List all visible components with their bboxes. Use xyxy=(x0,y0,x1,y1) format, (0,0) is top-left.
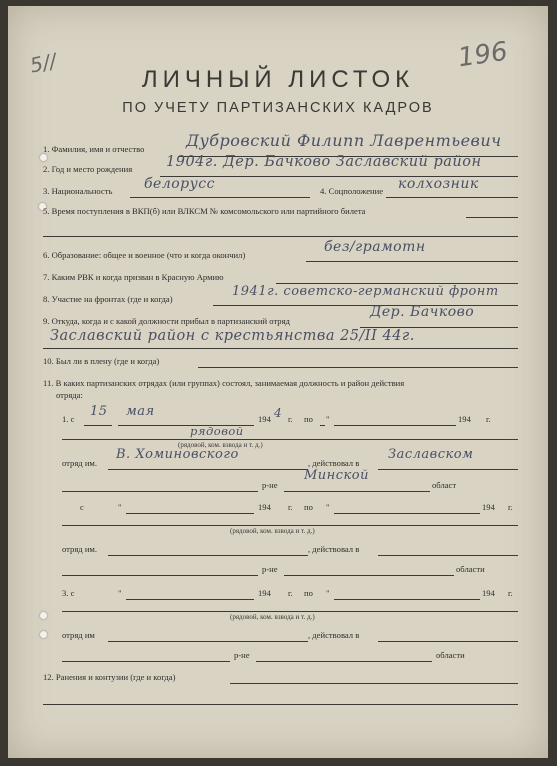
det3-number: 3. с xyxy=(62,588,75,598)
det1-region-value: Минской xyxy=(304,468,369,483)
det1-position-hint: (рядовой, ком. взвода и т. д.) xyxy=(178,441,263,449)
det2-po: по xyxy=(304,502,313,512)
det3-quote: " xyxy=(118,588,122,598)
field-nationality-value: белорусс xyxy=(144,176,215,192)
det3-position-hint: (рядовой, ком. взвода и т. д.) xyxy=(230,613,315,621)
field-fronts-label: 8. Участие на фронтах (где и когда) xyxy=(43,294,173,304)
det1-year-prefix: 194 xyxy=(258,414,271,424)
sheet-number: 196 xyxy=(456,36,510,74)
field-military-label: 7. Каким РВК и когда призван в Красную Армию xyxy=(43,272,224,282)
field-detachments-label-2: отряда: xyxy=(56,390,83,400)
det1-year-end: 194 xyxy=(458,414,471,424)
det2-quote: " xyxy=(118,502,122,512)
det1-acted-label: , действовал в xyxy=(308,458,360,468)
det1-quote: " xyxy=(326,414,330,424)
det3-year-end-label: г. xyxy=(508,588,513,598)
det1-acted-value: Заславском xyxy=(388,447,474,462)
field-name-value: Дубровский Филипп Лаврентьевич xyxy=(186,131,502,150)
det3-quote-end: " xyxy=(326,588,330,598)
field-origin-label: 9. Откуда, когда и с какой должности прибыл в партизанский отряд xyxy=(43,316,290,326)
field-birth-label: 2. Год и место рождения xyxy=(43,164,133,174)
det3-year-prefix: 194 xyxy=(258,588,271,598)
det1-number: 1. с xyxy=(62,414,75,424)
field-birth-value: 1904г. Дер. Бачково Заславский район xyxy=(166,154,482,170)
punch-hole xyxy=(40,612,47,619)
field-origin-value-2: Заславский район с крестьянства 25/II 44г. xyxy=(50,328,415,344)
det2-position-hint: (рядовой, ком. взвода и т. д.) xyxy=(230,527,315,535)
field-party-label: 5. Время поступления в ВКП(б) или ВЛКСМ № комсомольского или партийного билета xyxy=(43,206,366,216)
det3-year-end: 194 xyxy=(482,588,495,598)
field-fronts-value: 1941г. советско-германский фронт xyxy=(232,284,499,299)
det1-month: мая xyxy=(126,404,155,419)
det2-region-label: р-не xyxy=(262,564,278,574)
det1-oblast-label: област xyxy=(432,480,457,490)
field-wounds-label: 12. Ранения и контузии (где и когда) xyxy=(43,672,176,682)
det2-year-label: г. xyxy=(288,502,293,512)
det3-region-label: р-не xyxy=(234,650,250,660)
det2-year-end-label: г. xyxy=(508,502,513,512)
det3-oblast-label: области xyxy=(436,650,465,660)
field-social-label: 4. Соцположение xyxy=(320,186,384,196)
det1-year-label: г. xyxy=(288,414,293,424)
det2-oblast-label: области xyxy=(456,564,485,574)
document-subtitle: ПО УЧЕТУ ПАРТИЗАНСКИХ КАДРОВ xyxy=(122,100,434,116)
det1-po: по xyxy=(304,414,313,424)
det1-year-end-label: г. xyxy=(486,414,491,424)
field-social-value: колхозник xyxy=(398,176,479,192)
field-education-value: без/грамотн xyxy=(324,239,426,255)
field-detachments-label: 11. В каких партизанских отрядах (или группах) состоял, занимаемая должность и район действия xyxy=(43,378,405,388)
det1-position: рядовой xyxy=(190,424,244,438)
det3-po: по xyxy=(304,588,313,598)
det1-otryad-label: отряд им. xyxy=(62,458,98,468)
field-nationality-label: 3. Национальность xyxy=(43,186,113,196)
punch-hole xyxy=(40,631,47,638)
det3-otryad-label: отряд им xyxy=(62,630,95,640)
field-captivity-label: 10. Был ли в плену (где и когда) xyxy=(43,356,160,366)
det2-acted-label: , действовал в xyxy=(308,544,360,554)
det2-quote-end: " xyxy=(326,502,330,512)
det1-otryad-value: В. Хоминовского xyxy=(116,447,239,462)
det2-number: с xyxy=(80,502,84,512)
punch-hole xyxy=(40,154,47,161)
det2-otryad-label: отряд им. xyxy=(62,544,98,554)
det2-year-prefix: 194 xyxy=(258,502,271,512)
det2-year-end: 194 xyxy=(482,502,495,512)
det1-region-label: р-не xyxy=(262,480,278,490)
document-title: ЛИЧНЫЙ ЛИСТОК xyxy=(141,66,415,93)
field-origin-value-1: Дер. Бачково xyxy=(370,304,475,320)
det1-year-suffix: 4 xyxy=(274,406,283,420)
field-name-label: 1. Фамилия, имя и отчество xyxy=(43,144,145,154)
field-education-label: 6. Образование: общее и военное (что и когда окончил) xyxy=(43,250,246,260)
det3-acted-label: , действовал в xyxy=(308,630,360,640)
det1-day: 15 xyxy=(90,404,108,419)
det3-year-label: г. xyxy=(288,588,293,598)
corner-pencil-mark: 5// xyxy=(27,48,59,78)
personal-sheet-document xyxy=(8,6,548,758)
